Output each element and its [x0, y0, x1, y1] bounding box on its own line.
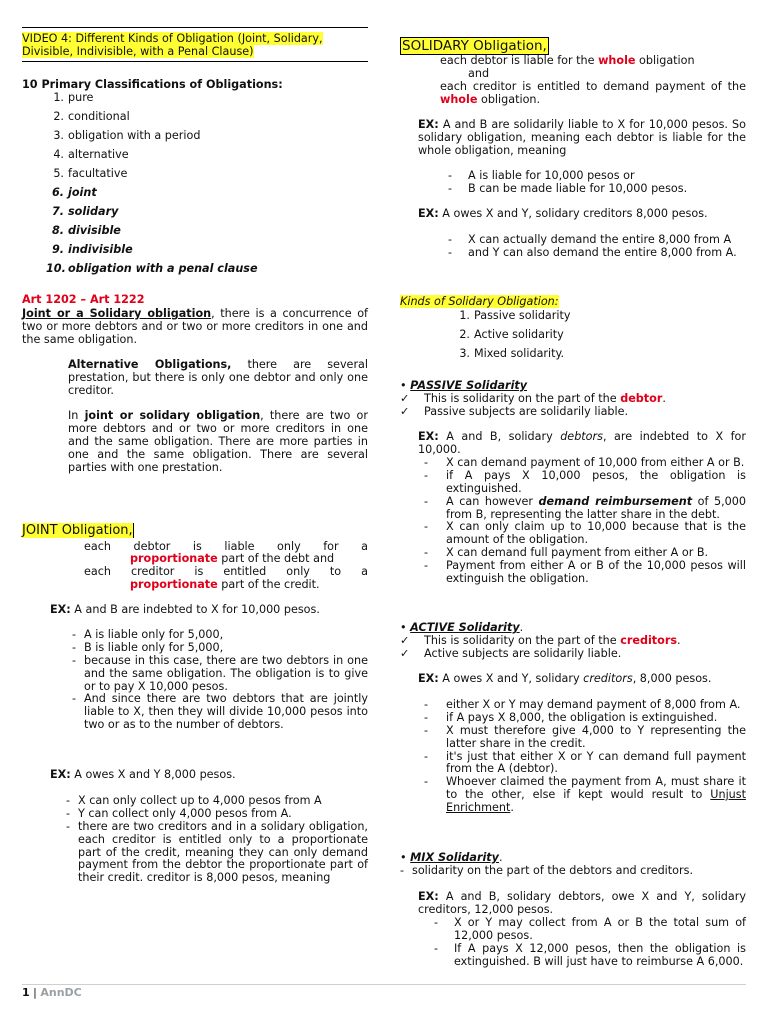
list-item: - And since there are two debtors that are jointly liable to X, then they will divide 10,000 pesos into two or as to the number of debtors.: [72, 693, 368, 732]
joint-solidary-definition: Joint or a Solidary obligation, there is a concurrence of two or more debtors and or two or more creditors in one and the same obligation.: [22, 307, 368, 346]
passive-example: EX: A and B, solidary debtors, are indebted to X for 10,000.: [418, 430, 746, 456]
list-item: 2. conditional: [53, 110, 130, 123]
alternative-obligations-paragraph: Alternative Obligations, there are several prestation, but there is only one debtor and only one creditor.: [68, 358, 369, 397]
top-rule: [22, 27, 368, 28]
active-solidarity-heading: • ACTIVE Solidarity.: [400, 621, 524, 634]
joint-or-solidary-paragraph: In joint or solidary obligation, there are two or more debtors and or two or more creditors in one and the same obligation. There are more parties in one and the same obligation. There are several parties with one prestation.: [68, 409, 368, 474]
list-item: 1. Passive solidarity: [459, 309, 571, 322]
classifications-list: [46, 91, 368, 282]
list-item: - if A pays X 8,000, the obligation is extinguished.: [424, 712, 746, 725]
list-item: - B can be made liable for 10,000 pesos.: [448, 183, 746, 196]
list-item: - Y can collect only 4,000 pesos from A.: [66, 808, 368, 821]
video-title: VIDEO 4: Different Kinds of Obligation (Joint, Solidary, Divisible, Indivisible, with a Penal Clause): [22, 32, 323, 58]
solidary-example-2: EX: A owes X and Y, solidary creditors 8,000 pesos.: [418, 207, 708, 220]
solidary-example-2-points: [448, 234, 746, 260]
list-item: - X can only collect up to 4,000 pesos from A: [66, 795, 368, 808]
joint-debtor-line: each debtor is liable only for a: [84, 540, 368, 553]
check-icon: ✓: [400, 646, 410, 660]
list-item: - X can only claim up to 10,000 because that is the amount of the obligation.: [424, 521, 746, 547]
list-item: ✓ Passive subjects are solidarily liable.: [400, 404, 629, 418]
list-item: 1. pure: [53, 91, 94, 104]
solidary-debtor-line: each debtor is liable for the whole obligation: [440, 54, 695, 67]
check-icon: ✓: [400, 392, 410, 405]
list-item: 3. obligation with a period: [53, 129, 201, 142]
list-item: - X can demand full payment from either A or B.: [424, 547, 746, 560]
list-item: - it's just that either X or Y can demand full payment from the A (debtor).: [424, 751, 746, 777]
list-item: ✓ This is solidarity on the part of the creditors.: [400, 634, 681, 647]
joint-debtor-line-cont: proportionate part of the debt and: [130, 552, 335, 565]
list-item: - Whoever claimed the payment from A, must share it to the other, else if kept would result to Unjust Enrichment.: [424, 776, 746, 815]
footer-separator: |: [33, 986, 37, 999]
active-checks: [400, 635, 746, 661]
joint-obligation-heading: JOINT Obligation,: [22, 523, 133, 538]
joint-example-2-points: [66, 795, 368, 885]
list-item: - Payment from either A or B of the 10,000 pesos will extinguish the obligation.: [424, 560, 746, 586]
list-item: - X can actually demand the entire 8,000 from A: [448, 234, 746, 247]
check-icon: ✓: [400, 404, 410, 418]
list-item: - X must therefore give 4,000 to Y representing the latter share in the credit.: [424, 725, 746, 751]
mix-points: [434, 917, 746, 969]
list-item: 7. solidary: [51, 205, 119, 218]
passive-points: [424, 457, 746, 586]
page-number: 1: [22, 986, 30, 999]
title-rule: [22, 61, 368, 62]
active-example: EX: A owes X and Y, solidary creditors, 8,000 pesos.: [418, 672, 712, 685]
passive-solidarity-heading: • PASSIVE Solidarity: [400, 379, 528, 392]
classifications-heading: 10 Primary Classifications of Obligations:: [22, 78, 283, 91]
solidary-creditor-line: each creditor is entitled to demand payment of the whole obligation.: [440, 80, 746, 106]
footer-author: AnnDC: [40, 986, 82, 999]
list-item: - X or Y may collect from A or B the total sum of 12,000 pesos.: [434, 917, 746, 943]
joint-creditor-line-cont: proportionate part of the credit.: [130, 578, 320, 591]
joint-example-2: EX: A owes X and Y 8,000 pesos.: [50, 768, 236, 781]
check-icon: ✓: [400, 634, 410, 647]
list-item: 2. Active solidarity: [459, 328, 564, 341]
list-item: - A can however demand reimbursement of 5,000 from B, representing the latter share in the debt.: [424, 496, 746, 522]
footer-rule: [22, 984, 746, 985]
list-item: 5. facultative: [53, 167, 128, 180]
joint-creditor-line: each creditor is entitled only to a: [84, 565, 368, 578]
list-item: - there are two creditors and in a solidary obligation, each creditor is entitled only to a proportionate part of the credit, meaning they can only demand payment from the debtor the proportionate part of their credit. creditor is 8,000 pesos, meaning: [66, 821, 368, 885]
list-item: 9. indivisible: [51, 243, 133, 256]
solidary-obligation-heading: SOLIDARY Obligation,: [402, 38, 547, 54]
list-item: ✓ This is solidarity on the part of the debtor.: [400, 392, 666, 405]
passive-checks: [400, 393, 746, 419]
list-item: - because in this case, there are two debtors in one and the same obligation. The obligation is to give or to pay X 10,000 pesos.: [72, 655, 368, 694]
article-reference: Art 1202 – Art 1222: [22, 293, 145, 306]
list-item: 10. obligation with a penal clause: [46, 262, 258, 275]
list-item: 4. alternative: [53, 148, 129, 161]
list-item: - B is liable only for 5,000,: [72, 642, 368, 655]
solidary-example-1: EX: A and B are solidarily liable to X for 10,000 pesos. So solidary obligation, meaning each debtor is liable for the whole obligation, meaning: [418, 118, 746, 157]
mix-solidarity-heading: • MIX Solidarity.: [400, 851, 503, 864]
mix-solidarity-line: - solidarity on the part of the debtors and creditors.: [400, 865, 746, 878]
list-item: ✓ Active subjects are solidarily liable.: [400, 646, 622, 660]
solidary-example-1-points: [448, 170, 746, 196]
list-item: - If A pays X 12,000 pesos, then the obligation is extinguished. B will just have to reimburse A 6,000.: [434, 943, 746, 969]
list-item: - A is liable for 10,000 pesos or: [448, 170, 746, 183]
list-item: - and Y can also demand the entire 8,000 from A.: [448, 247, 746, 260]
list-item: - either X or Y may demand payment of 8,000 from A.: [424, 699, 746, 712]
page-footer: [22, 987, 82, 1000]
kinds-heading: Kinds of Solidary Obligation:: [400, 295, 559, 308]
list-item: 6. joint: [51, 186, 97, 199]
list-item: - A is liable only for 5,000,: [72, 629, 368, 642]
list-item: 3. Mixed solidarity.: [459, 347, 565, 360]
mix-example: EX: A and B, solidary debtors, owe X and Y, solidary creditors, 12,000 pesos.: [418, 890, 746, 916]
list-item: 8. divisible: [51, 224, 121, 237]
list-item: - if A pays X 10,000 pesos, the obligation is extinguished.: [424, 470, 746, 496]
list-item: - X can demand payment of 10,000 from either A or B.: [424, 457, 746, 470]
joint-example-1: EX: A and B are indebted to X for 10,000 pesos.: [50, 603, 320, 616]
solidary-and: and: [468, 67, 490, 80]
active-points: [424, 699, 746, 815]
joint-example-1-points: [72, 629, 368, 732]
kinds-list: [459, 309, 744, 367]
